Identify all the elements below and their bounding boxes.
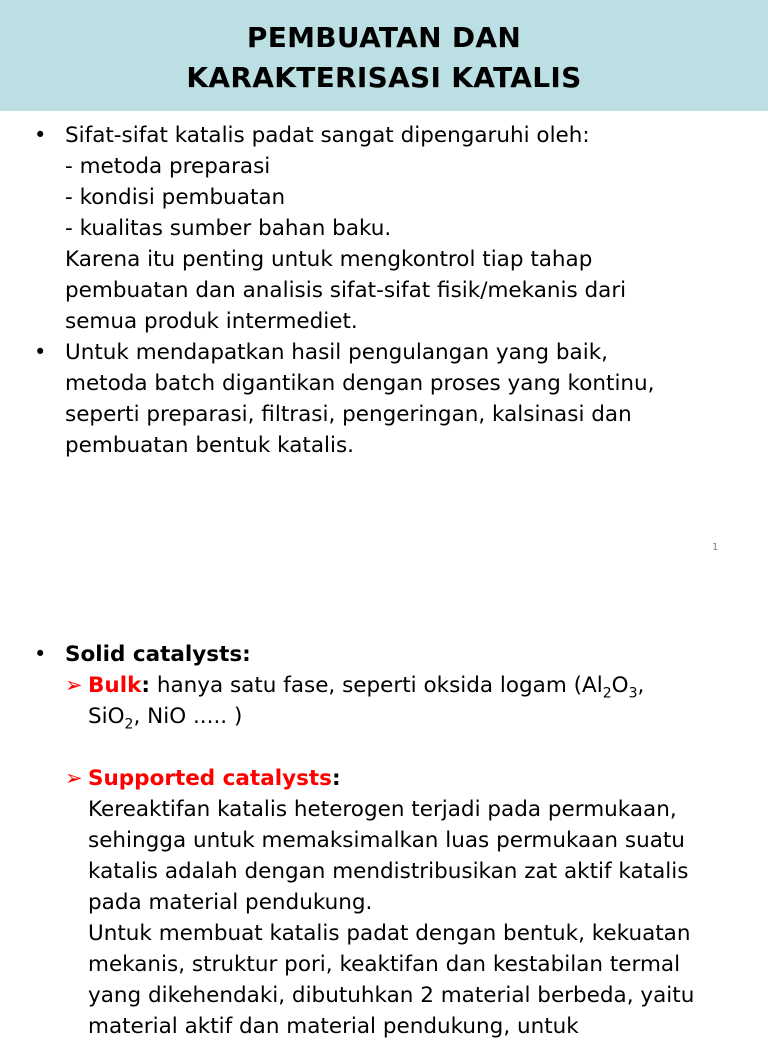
o-subscript: 3 <box>628 685 638 702</box>
bullet-icon: • <box>34 340 47 364</box>
bulk-line-2 <box>88 701 754 732</box>
text-line: - metoda preparasi <box>65 154 271 179</box>
text-line: material aktif dan material pendukung, untuk <box>88 1014 579 1039</box>
slide-2-body <box>34 639 754 1042</box>
text-line: semua produk intermediet. <box>65 309 358 334</box>
oxygen-symbol: O <box>611 673 629 698</box>
bulk-line-1 <box>88 670 754 701</box>
supported-label: Supported catalysts <box>88 766 332 791</box>
supported-colon: : <box>331 766 341 791</box>
text-line: Karena itu penting untuk mengkontrol tiap tahap <box>65 247 593 272</box>
title-line-2: KARAKTERISASI KATALIS <box>186 61 582 94</box>
text-line: pada material pendukung. <box>88 890 373 915</box>
text-line: katalis adalah dengan mendistribusikan zat aktif katalis <box>88 859 689 884</box>
sub-item-supported <box>34 763 754 1042</box>
text-line: seperti preparasi, filtrasi, pengeringan, kalsinasi dan <box>65 402 632 427</box>
text-line: metoda batch digantikan dengan proses yang kontinu, <box>65 371 655 396</box>
text-line: Sifat-sifat katalis padat sangat dipengaruhi oleh: <box>65 123 590 148</box>
text-line: pembuatan dan analisis sifat-sifat fisik/mekanis dari <box>65 278 627 303</box>
si-subscript: 2 <box>124 716 134 733</box>
solid-catalysts-heading: Solid catalysts: <box>65 642 251 667</box>
title-line-1: PEMBUATAN DAN <box>246 21 522 54</box>
al-subscript: 2 <box>602 685 612 702</box>
text-line: pembuatan bentuk katalis. <box>65 433 355 458</box>
sio-symbol: SiO <box>88 704 125 729</box>
bullet-icon: • <box>34 123 47 147</box>
slide-title <box>0 18 768 98</box>
bullet-solid-catalysts <box>34 639 754 670</box>
spacer <box>34 732 754 763</box>
bulk-colon: : <box>141 673 150 698</box>
text-line: Kereaktifan katalis heterogen terjadi pada permukaan, <box>88 797 677 822</box>
bulk-text: hanya satu fase, seperti oksida logam (Al <box>149 673 603 698</box>
bullet-icon: • <box>34 642 47 666</box>
text-line: yang dikehendaki, dibutuhkan 2 material berbeda, yaitu <box>88 983 695 1008</box>
bulk-label: Bulk <box>88 673 142 698</box>
bullet-item-2 <box>34 337 754 461</box>
text-line: sehingga untuk memaksimalkan luas permukaan suatu <box>88 828 685 853</box>
slide-1-body <box>34 120 754 461</box>
sub-item-bulk <box>34 670 754 732</box>
text-line: - kualitas sumber bahan baku. <box>65 216 392 241</box>
bullet-item-1 <box>34 120 754 337</box>
arrow-bullet-icon: ➢ <box>65 673 83 697</box>
text-line: mekanis, struktur pori, keaktifan dan kestabilan termal <box>88 952 681 977</box>
bulk-line-2-rest: , NiO ..... ) <box>133 704 243 729</box>
text-line: - kondisi pembuatan <box>65 185 286 210</box>
bulk-line-end: , <box>637 673 645 698</box>
text-line: Untuk mendapatkan hasil pengulangan yang baik, <box>65 340 608 365</box>
arrow-bullet-icon: ➢ <box>65 766 83 790</box>
slide-number: 1 <box>712 542 719 553</box>
slide-2 <box>0 576 768 1039</box>
text-line: Untuk membuat katalis padat dengan bentuk, kekuatan <box>88 921 691 946</box>
supported-heading <box>88 763 754 794</box>
